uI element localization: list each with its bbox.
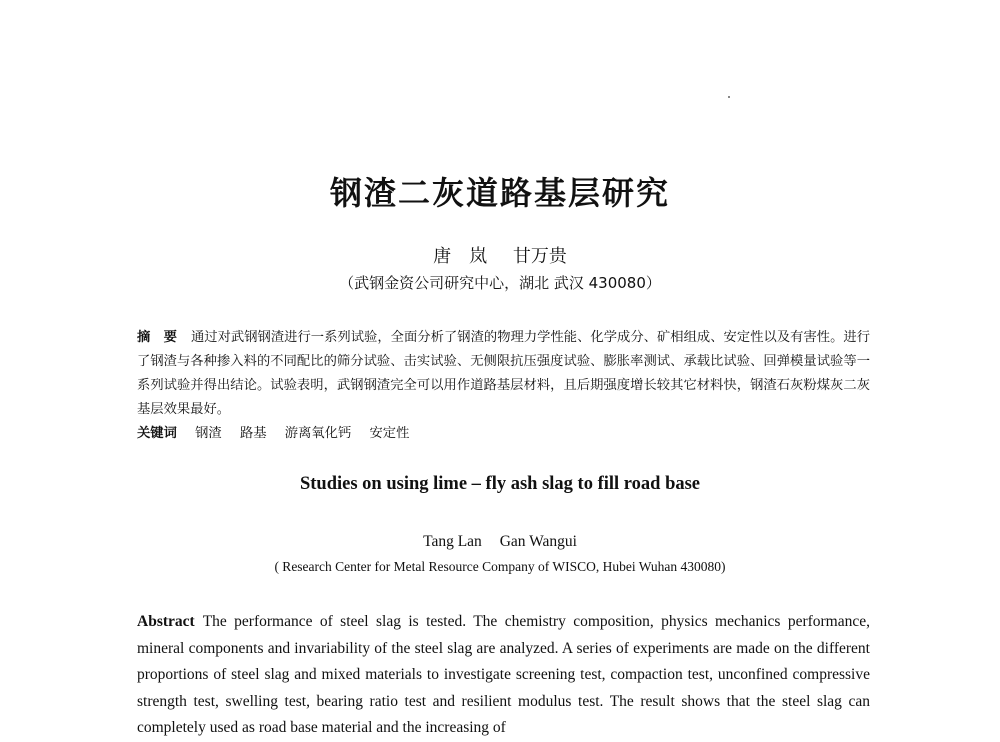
authors-en [0, 533, 1000, 551]
abstract-cn-label: 摘 要 [137, 330, 177, 345]
author-cn-1: 唐 岚 [433, 246, 488, 267]
keyword-cn-2: 路基 [239, 426, 267, 441]
paper-title-en: Studies on using lime – fly ash slag to fill road base [299, 474, 701, 494]
affiliation-cn: （武钢金资公司研究中心，湖北 武汉 430080） [339, 274, 661, 292]
abstract-en-text: The performance of steel slag is tested. The chemistry composition, physics mechanics performance, mineral components and invariability of the steel slag are analyzed. A series of experiments are made on the different proportions of steel slag and mixed materials to investigate screening test, compaction test, unconfined compressive strength test, swelling test, bearing ratio test and resilient modulus test. The result shows that the steel slag can completely used as road base material and the increasing of [137, 613, 870, 736]
abstract-en [137, 609, 870, 742]
author-en-1: Tang Lan [423, 533, 482, 550]
abstract-cn-text: 通过对武钢钢渣进行一系列试验，全面分析了钢渣的物理力学性能、化学成分、矿相组成、安定性以及有害性。进行了钢渣与各种掺入料的不同配比的筛分试验、击实试验、无侧限抗压强度试验、膨胀率测试、承载比试验、回弹模量试验等一系列试验并得出结论。试验表明，武钢钢渣完全可以用作道路基层材料，且后期强度增长较其它材料快，钢渣石灰粉煤灰二灰基层效果最好。 [137, 330, 871, 417]
abstract-cn [137, 326, 870, 422]
authors-cn [0, 242, 1000, 268]
keywords-cn [137, 422, 870, 446]
keyword-cn-1: 钢渣 [195, 426, 222, 441]
scan-speck [728, 96, 730, 98]
author-en-2: Gan Wangui [499, 533, 577, 550]
abstract-en-label: Abstract [137, 613, 195, 630]
keyword-cn-4: 安定性 [369, 426, 410, 441]
keyword-cn-3: 游离氧化钙 [284, 426, 352, 441]
author-cn-2: 甘万贵 [512, 246, 567, 267]
affiliation-en: ( Research Center for Metal Resource Company of WISCO, Hubei Wuhan 430080) [274, 559, 726, 574]
paper-title-cn: 钢渣二灰道路基层研究 [329, 174, 670, 212]
keywords-cn-label: 关键词 [137, 426, 177, 441]
